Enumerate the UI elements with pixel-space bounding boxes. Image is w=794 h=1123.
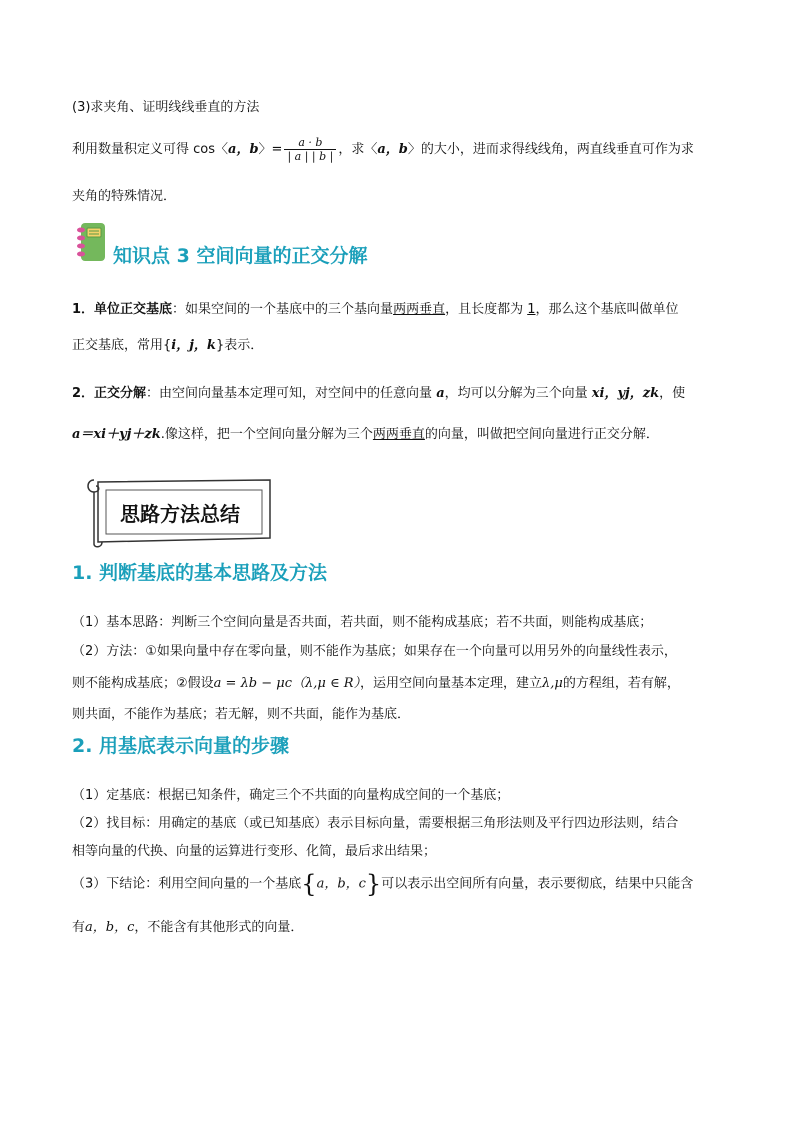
text-segment: ，那么这个基底叫做单位	[535, 302, 679, 317]
text-segment: }表示．	[215, 338, 264, 353]
section3-heading: (3)求夹角、证明线线垂直的方法	[72, 100, 260, 115]
math-vars: a，b，c	[85, 920, 135, 935]
brace-close: }	[365, 870, 382, 898]
text-segment: （3）下结论：利用空间向量的一个基底	[72, 876, 302, 892]
underlined-answer: 两两垂直	[393, 302, 446, 317]
method2-line2: （2）找目标：用确定的基底（或已知基底）表示目标向量，需要根据三角形法则及平行四边形法则，结合	[72, 816, 679, 831]
knowledge3-item2-line2	[72, 423, 659, 442]
text-segment: 〉的大小，进而求得线线角，两直线垂直可作为求	[407, 142, 694, 157]
text-segment: ，运用空间向量基本定理，建立	[360, 676, 543, 691]
text-segment: ，求〈	[338, 142, 378, 157]
text-segment: 利用数量积定义可得 cos〈	[72, 142, 229, 157]
text-segment: 可以表示出空间所有向量，表示要彻底，结果中只能含	[381, 876, 694, 892]
fraction-numerator: a · b	[284, 136, 336, 150]
item-label: 1．单位正交基底	[72, 302, 173, 317]
method2-line4	[72, 870, 693, 898]
text-segment: 有	[72, 920, 86, 935]
text-segment: ，使	[659, 386, 686, 401]
math-formula: a＝xi＋yj＋zk	[72, 427, 161, 442]
math-vars: a，b	[228, 142, 259, 157]
text-segment: ，均可以分解为三个向量	[444, 386, 592, 401]
scroll-banner	[84, 476, 276, 548]
math-condition: （λ,μ ∈ R）	[292, 676, 361, 691]
math-vars: a	[436, 386, 445, 401]
math-vars: a，b，c	[316, 876, 366, 892]
text-segment: ，不能含有其他形式的向量．	[134, 920, 304, 935]
knowledge-point-title: 知识点 3 空间向量的正交分解	[113, 245, 368, 267]
method1-line1: （1）基本思路：判断三个空间向量是否共面，若共面，则不能构成基底；若不共面，则能构成基底；	[72, 615, 653, 630]
math-vars: a，b	[377, 142, 408, 157]
math-vars: i，j，k	[171, 338, 216, 353]
text-segment: 正交基底，常用{	[72, 338, 172, 353]
method2-heading: 2. 用基底表示向量的步骤	[72, 735, 290, 757]
brace-open: {	[301, 870, 317, 898]
text-segment: .像这样，把一个空间向量分解为三个	[160, 427, 373, 442]
text-segment: 的向量，叫做把空间向量进行正交分解．	[424, 427, 659, 442]
method1-line3	[72, 672, 680, 691]
math-vars: λ,μ	[542, 676, 563, 691]
math-vars: xi，yj，zk	[591, 386, 660, 401]
method1-line2: （2）方法：①如果向量中存在零向量，则不能作为基底；如果存在一个向量可以用另外的向量线性表示，	[72, 644, 677, 659]
fraction-denominator: | a | | b |	[287, 150, 334, 163]
section3-paragraph-line2: 夹角的特殊情况．	[72, 189, 177, 204]
text-segment: 则不能构成基底；②假设	[72, 676, 214, 691]
knowledge3-item1-line2	[72, 334, 263, 353]
text-segment: 的方程组，若有解，	[562, 676, 680, 691]
method1-line4: 则共面，不能作为基底；若无解，则不共面，能作为基底．	[72, 707, 411, 722]
method2-line3: 相等向量的代换、向量的运算进行变形、化简，最后求出结果；	[72, 844, 437, 859]
section3-paragraph-line1	[72, 130, 694, 170]
text-segment: ：如果空间的一个基底中的三个基向量	[172, 302, 394, 317]
item-label: 2．正交分解	[72, 386, 147, 401]
text-segment: ：由空间向量基本定理可知，对空间中的任意向量	[146, 386, 437, 401]
method2-line5	[72, 916, 303, 935]
fraction	[284, 136, 336, 163]
banner-label: 思路方法总结	[120, 502, 240, 526]
text-segment: ，且长度都为	[445, 302, 528, 317]
underlined-answer: 1	[527, 302, 536, 317]
method2-line1: （1）定基底：根据已知条件，确定三个不共面的向量构成空间的一个基底；	[72, 788, 510, 803]
text-segment: 〉=	[258, 142, 283, 157]
knowledge3-item1-line1	[72, 298, 679, 317]
method1-heading: 1. 判断基底的基本思路及方法	[72, 562, 328, 584]
math-formula: a = λb − μc	[213, 676, 293, 691]
underlined-answer: 两两垂直	[372, 427, 425, 442]
notebook-icon	[76, 222, 106, 262]
knowledge3-item2-line1	[72, 382, 685, 401]
